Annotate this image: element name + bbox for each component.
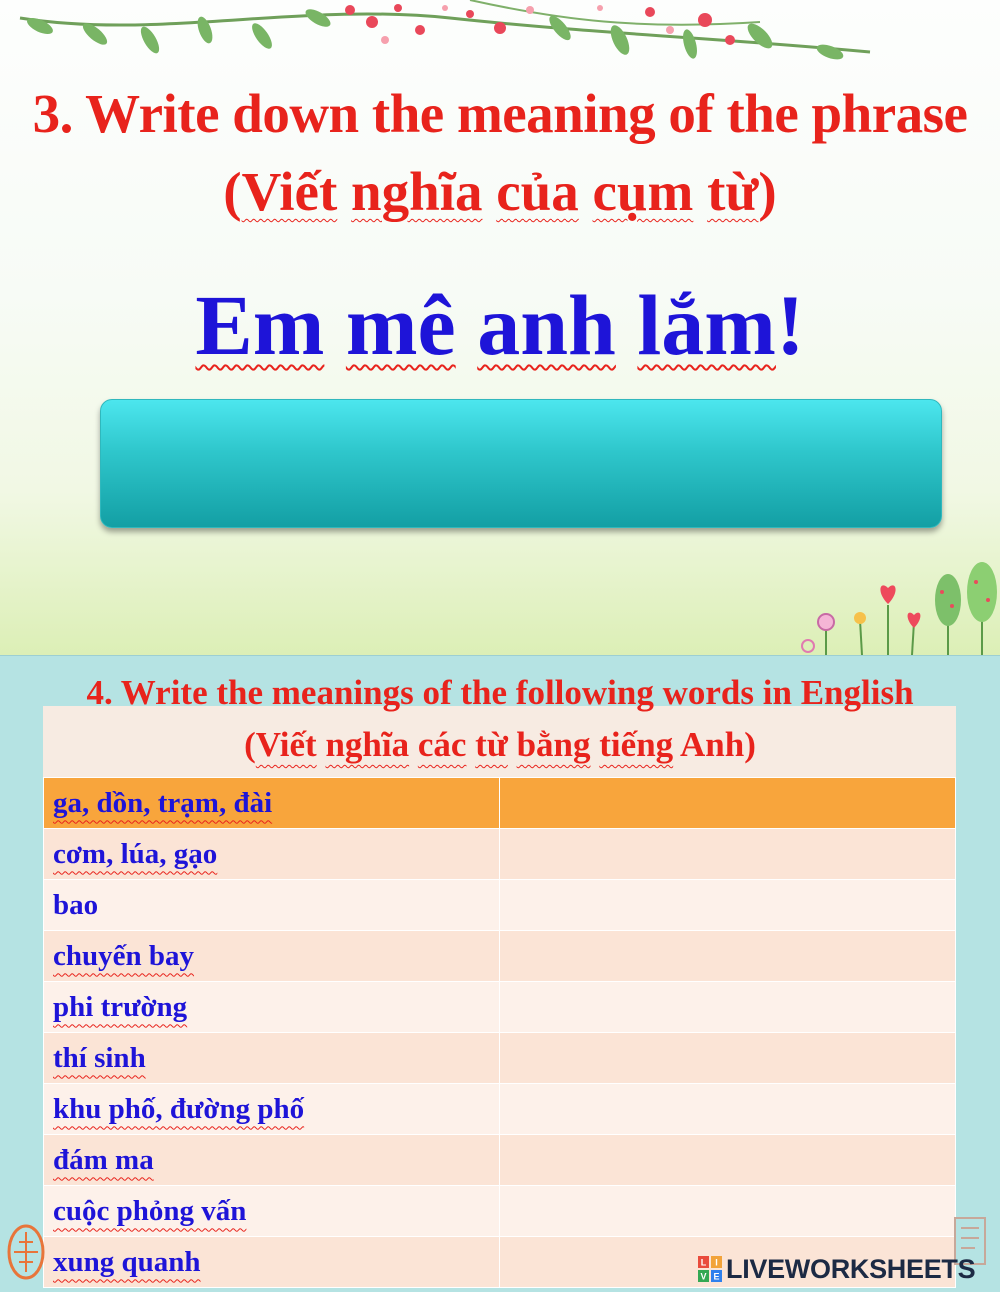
subtitle-part — [673, 725, 680, 764]
table-row — [44, 1033, 956, 1084]
answer-input[interactable] — [500, 880, 956, 931]
vietnamese-phrase — [0, 275, 1000, 375]
word-cell — [44, 829, 500, 880]
word-cell — [44, 1084, 500, 1135]
table-row — [44, 778, 956, 829]
phrase-word: anh — [477, 277, 616, 373]
word-cell — [44, 982, 500, 1033]
question-3-subtitle — [0, 160, 1000, 223]
table-row — [44, 931, 956, 982]
badge-letter: V — [700, 1271, 707, 1282]
answer-input[interactable] — [500, 778, 956, 829]
subtitle-part — [483, 161, 497, 222]
subtitle-word: của — [496, 161, 579, 222]
table-row — [44, 829, 956, 880]
question-4-subtitle — [0, 725, 1000, 765]
subtitle-part — [508, 725, 517, 764]
vocabulary-table — [43, 777, 956, 1288]
table-row — [44, 1186, 956, 1237]
vine-decoration-icon — [0, 0, 1000, 80]
answer-input[interactable] — [500, 1135, 956, 1186]
subtitle-word: Viết — [241, 161, 338, 222]
subtitle-word: từ — [475, 725, 508, 764]
subtitle-part — [693, 161, 707, 222]
subtitle-word: Anh — [680, 725, 745, 764]
football-logo-icon — [4, 1222, 52, 1282]
word-label: phi trường — [53, 990, 188, 1023]
subtitle-word: cụm — [592, 161, 694, 222]
subtitle-word: bằng — [516, 725, 591, 764]
word-cell — [44, 1237, 500, 1288]
phrase-answer-input[interactable] — [100, 399, 942, 528]
table-row — [44, 982, 956, 1033]
badge-letter: L — [700, 1257, 707, 1268]
badge-letter: E — [713, 1271, 720, 1282]
phrase-word: lắm — [637, 277, 776, 373]
word-label: thí sinh — [53, 1041, 146, 1074]
phrase-punctuation: ! — [775, 277, 805, 373]
badge-letter: I — [715, 1257, 718, 1268]
subtitle-word: từ — [707, 161, 759, 222]
answer-input[interactable] — [500, 1033, 956, 1084]
subtitle-word: nghĩa — [325, 725, 410, 764]
subtitle-word: các — [417, 725, 467, 764]
word-label: khu phố, đường phố — [53, 1092, 305, 1125]
answer-input[interactable] — [500, 829, 956, 880]
subtitle-part: ) — [758, 161, 777, 222]
word-label: cuộc phỏng vấn — [53, 1194, 247, 1227]
word-cell — [44, 1186, 500, 1237]
subtitle-part — [591, 725, 600, 764]
word-cell — [44, 1033, 500, 1084]
subtitle-part — [579, 161, 593, 222]
word-label: xung quanh — [53, 1245, 201, 1278]
subtitle-part: ( — [223, 161, 242, 222]
word-label: ga, dồn, trạm, đài — [53, 786, 273, 819]
table-row — [44, 1084, 956, 1135]
subtitle-word: Viết — [255, 725, 317, 764]
word-cell — [44, 778, 500, 829]
word-cell — [44, 880, 500, 931]
flowers-decoration-icon — [790, 560, 1000, 655]
liveworksheets-logo-text: LIVEWORKSHEETS — [726, 1253, 976, 1284]
subtitle-part — [409, 725, 418, 764]
word-cell — [44, 1135, 500, 1186]
answer-input[interactable] — [500, 1186, 956, 1237]
word-label: bao — [53, 888, 99, 921]
liveworksheets-logo — [698, 1252, 975, 1286]
word-label: chuyến bay — [53, 939, 195, 972]
subtitle-part: ( — [244, 725, 256, 764]
subtitle-part: ) — [744, 725, 756, 764]
word-cell — [44, 931, 500, 982]
answer-input[interactable] — [500, 982, 956, 1033]
answer-input[interactable] — [500, 931, 956, 982]
subtitle-word: nghĩa — [351, 161, 483, 222]
phrase-word: Em — [195, 277, 325, 373]
question-4-panel — [0, 655, 1000, 1292]
question-4-title: 4. Write the meanings of the following words in English — [86, 673, 914, 712]
subtitle-part — [337, 161, 351, 222]
phrase-word: mê — [345, 277, 456, 373]
liveworksheets-badge-icon — [698, 1256, 722, 1282]
table-row — [44, 1135, 956, 1186]
subtitle-part — [466, 725, 475, 764]
subtitle-word: tiếng — [599, 725, 674, 764]
answer-input[interactable] — [500, 1084, 956, 1135]
question-3-title: 3. Write down the meaning of the phrase — [32, 83, 968, 144]
word-label: đám ma — [53, 1143, 154, 1176]
table-row — [44, 880, 956, 931]
word-label: cơm, lúa, gạo — [53, 837, 218, 870]
